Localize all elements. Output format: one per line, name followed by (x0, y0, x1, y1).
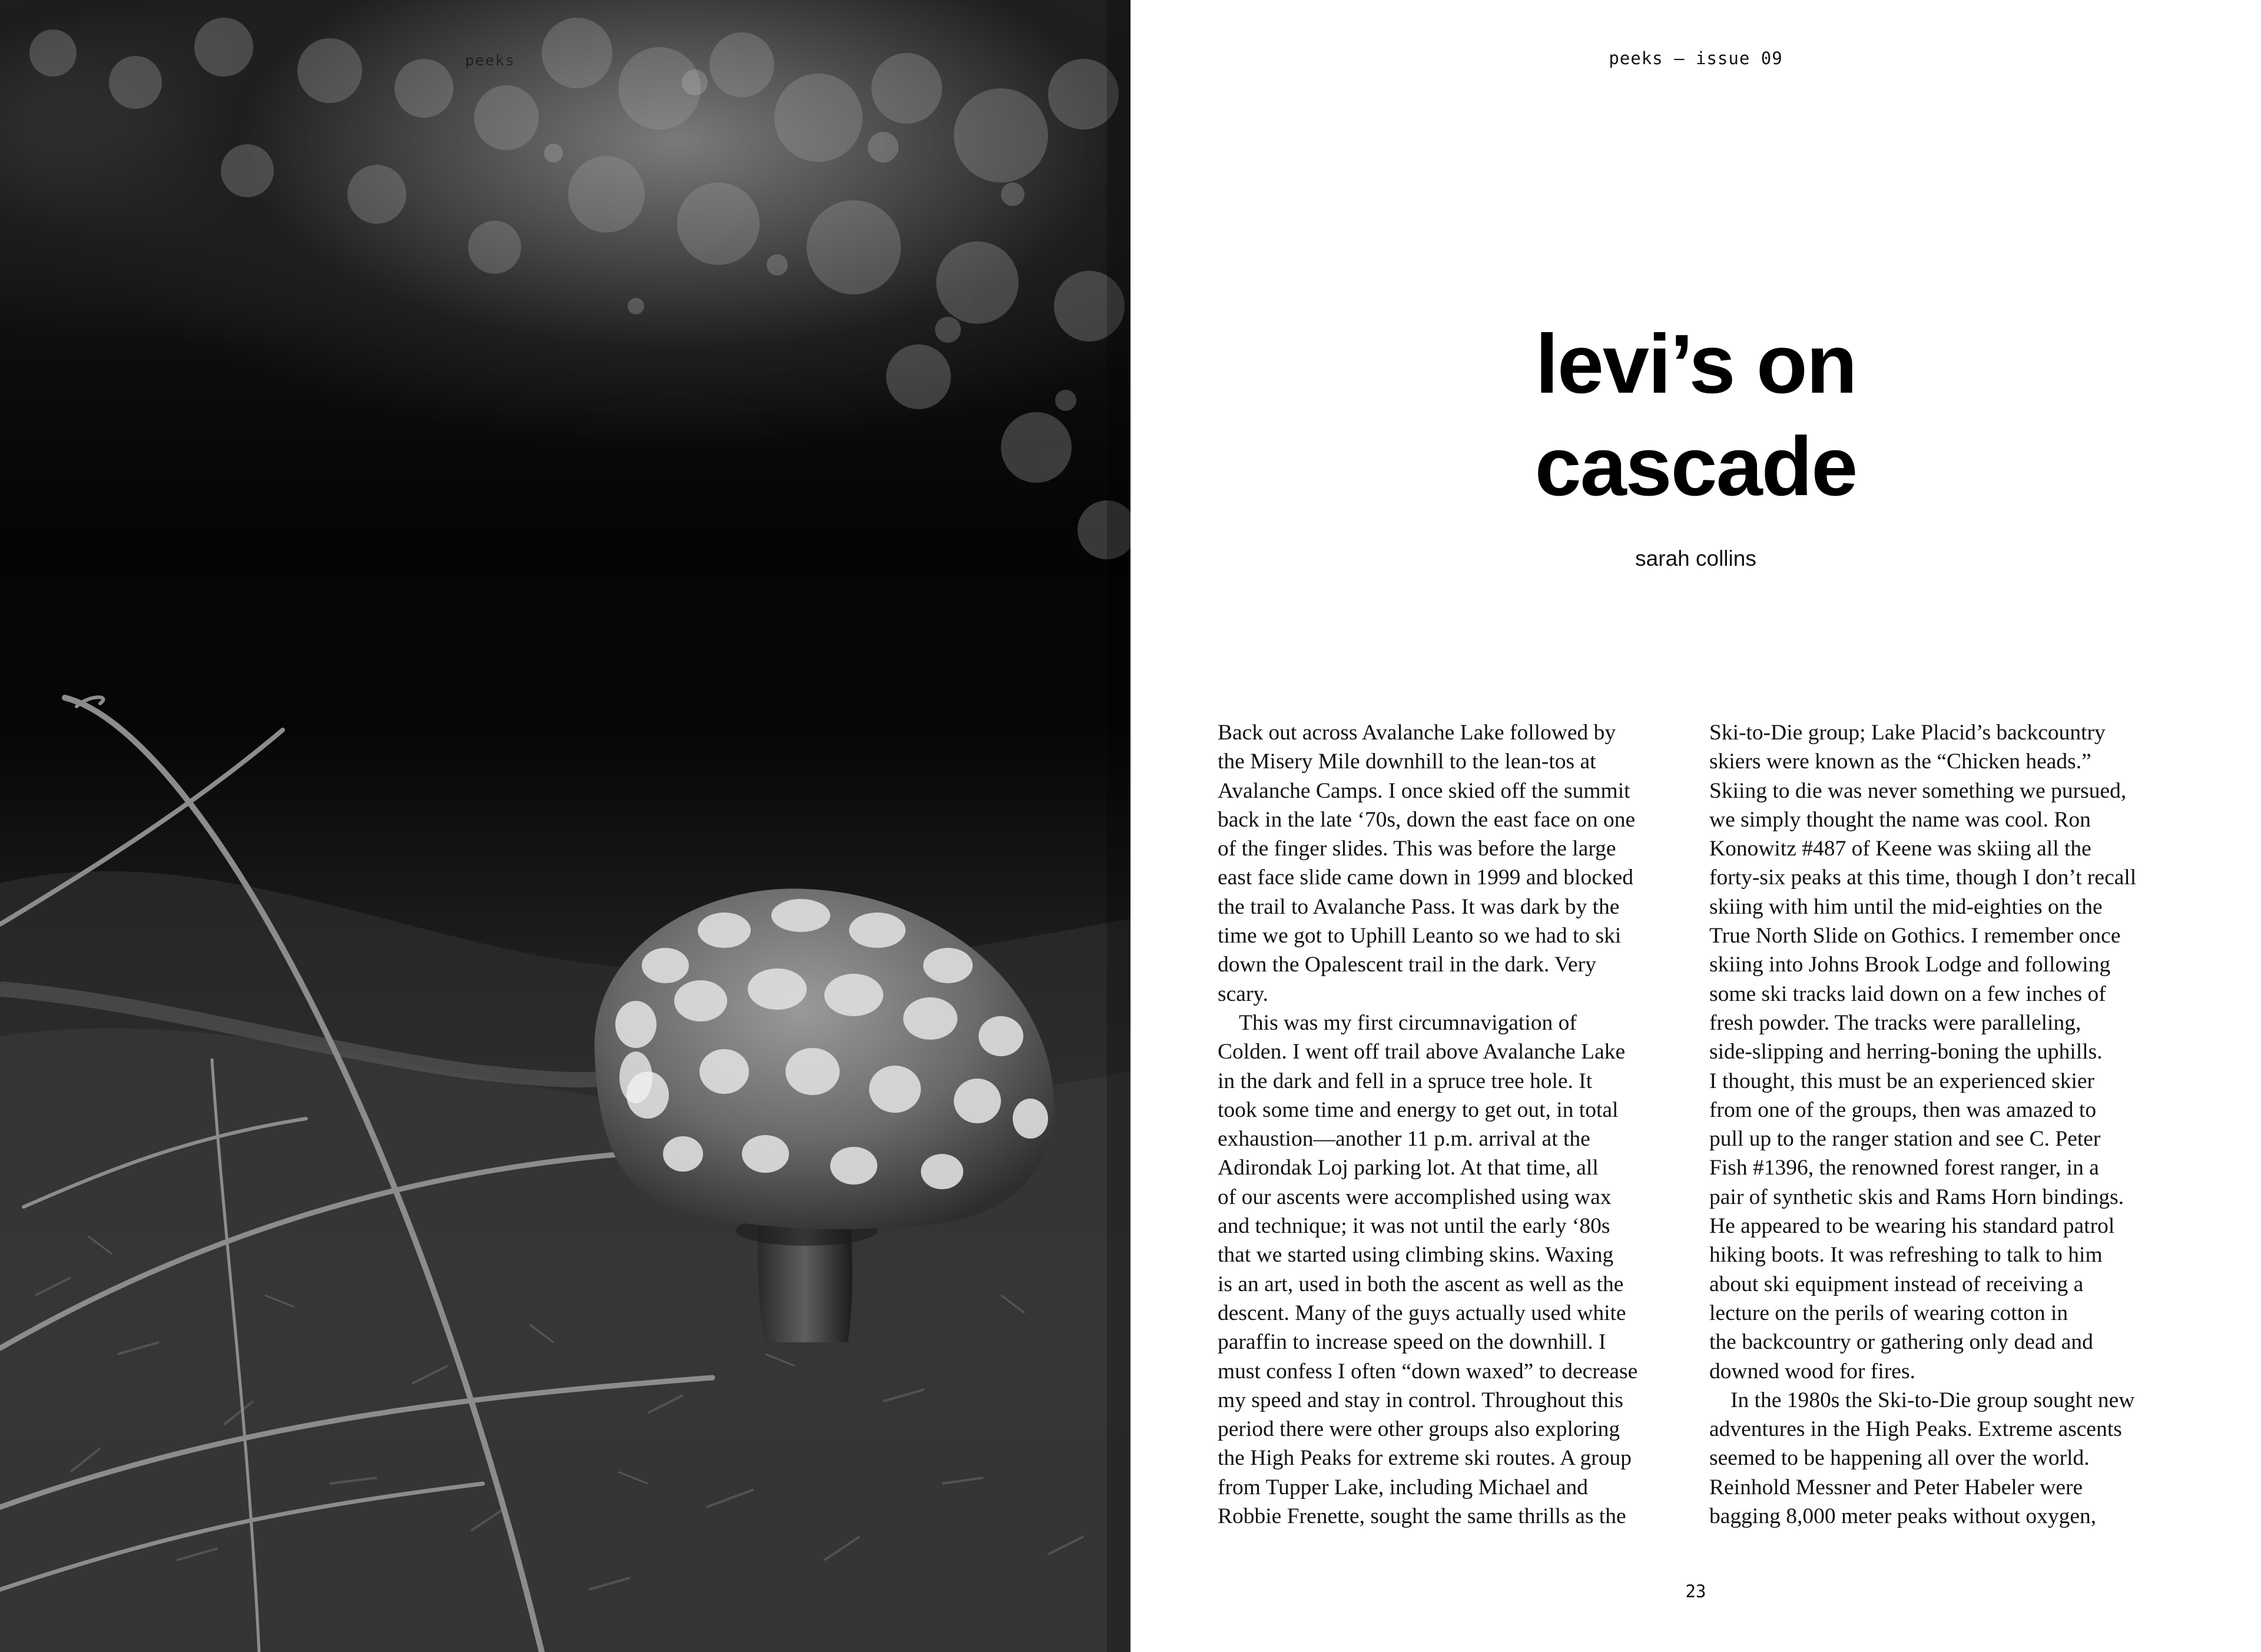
body-column-2 (1709, 718, 2192, 1531)
moss-canopy (29, 18, 1130, 559)
text-line: some ski tracks laid down on a few inches of (1709, 981, 2106, 1006)
text-line: back in the late ‘70s, down the east face on one (1218, 807, 1636, 832)
text-line: hiking boots. It was refreshing to talk to him (1709, 1243, 2103, 1268)
author-byline: sarah collins (1635, 546, 1756, 570)
text-line: of our ascents were accomplished using wax (1218, 1185, 1612, 1209)
ghost-folio: peeks (465, 52, 516, 69)
text-line: period there were other groups also exploring (1218, 1417, 1620, 1442)
text-line: took some time and energy to get out, in total (1218, 1097, 1619, 1122)
text-line: we simply thought the name was cool. Ron (1709, 807, 2091, 832)
text-line: Ski-to-Die group; Lake Placid’s backcountry (1709, 721, 2106, 745)
text-line: forty-six peaks at this time, though I don’t recall (1709, 865, 2137, 890)
text-line: lecture on the perils of wearing cotton in (1709, 1301, 2068, 1325)
text-line: exhaustion—another 11 p.m. arrival at the (1218, 1127, 1590, 1152)
running-head: peeks – issue 09 (1609, 48, 1783, 68)
text-line: from one of the groups, then was amazed to (1709, 1097, 2097, 1122)
text-line: is an art, used in both the ascent as well as the (1218, 1272, 1624, 1296)
text-line: my speed and stay in control. Throughout this (1218, 1388, 1623, 1412)
text-line: True North Slide on Gothics. I remember once (1709, 924, 2121, 948)
text-line: about ski equipment instead of receiving a (1709, 1272, 2084, 1296)
text-line: He appeared to be wearing his standard patrol (1709, 1214, 2115, 1239)
text-line: Konowitz #487 of Keene was skiing all the (1709, 837, 2091, 861)
text-line: adventures in the High Peaks. Extreme ascents (1709, 1417, 2122, 1442)
text-line: seemed to be happening all over the world. (1709, 1446, 2090, 1471)
title-line: cascade (1534, 420, 1857, 513)
text-line: Fish #1396, the renowned forest ranger, in a (1709, 1156, 2099, 1180)
text-line: scary. (1218, 981, 1269, 1006)
text-line: from Tupper Lake, including Michael and (1218, 1475, 1589, 1500)
text-line: Adirondak Loj parking lot. At that time, all (1218, 1156, 1599, 1180)
text-line: skiing into Johns Brook Lodge and following (1709, 953, 2111, 977)
photo-illustration (0, 0, 1130, 1652)
text-line: time we got to Uphill Leanto so we had to ski (1218, 924, 1622, 948)
text-line: the backcountry or gathering only dead and (1709, 1330, 2093, 1355)
text-line: paraffin to increase speed on the downhill. I (1218, 1330, 1606, 1355)
text-line: skiers were known as the “Chicken heads.” (1709, 749, 2091, 774)
text-line: downed wood for fires. (1709, 1359, 1915, 1384)
text-line: in the dark and fell in a spruce tree hole. It (1218, 1069, 1593, 1093)
text-line: Avalanche Camps. I once skied off the summit (1218, 778, 1630, 803)
title-line: levi’s on (1535, 317, 1856, 411)
text-line: fresh powder. The tracks were paralleling, (1709, 1010, 2081, 1035)
text-line: the Misery Mile downhill to the lean-tos at (1218, 749, 1596, 774)
text-line: Reinhold Messner and Peter Habeler were (1709, 1475, 2083, 1500)
text-line: Skiing to die was never something we pursued, (1709, 778, 2127, 803)
text-line: east face slide came down in 1999 and blocked (1218, 865, 1633, 890)
article-page (1130, 0, 2261, 1652)
text-line: Robbie Frenette, sought the same thrills as the (1218, 1504, 1626, 1529)
text-line: and technique; it was not until the early ‘80s (1218, 1214, 1610, 1239)
body-column-1 (1218, 718, 1700, 1531)
mushroom-photo (0, 0, 1130, 1652)
text-line: must confess I often “down waxed” to decrease (1218, 1359, 1638, 1384)
text-line: descent. Many of the guys actually used white (1218, 1301, 1626, 1325)
text-line: the High Peaks for extreme ski routes. A group (1218, 1446, 1632, 1471)
text-line: of the finger slides. This was before the large (1218, 837, 1616, 861)
text-line: down the Opalescent trail in the dark. Very (1218, 953, 1596, 977)
text-line: side-slipping and herring-boning the uphills. (1709, 1040, 2103, 1064)
text-line: the trail to Avalanche Pass. It was dark by the (1218, 894, 1620, 919)
text-line: bagging 8,000 meter peaks without oxygen, (1709, 1504, 2097, 1529)
article-title (1248, 313, 2143, 518)
page-number: 23 (1685, 1581, 1706, 1601)
text-line: I thought, this must be an experienced skier (1709, 1069, 2094, 1093)
text-line: This was my first circumnavigation of (1239, 1010, 1577, 1035)
text-line: that we started using climbing skins. Waxing (1218, 1243, 1614, 1268)
text-line: pull up to the ranger station and see C. Peter (1709, 1127, 2101, 1152)
text-line: Colden. I went off trail above Avalanche Lake (1218, 1040, 1626, 1064)
text-line: Back out across Avalanche Lake followed by (1218, 721, 1616, 745)
text-line: pair of synthetic skis and Rams Horn bindings. (1709, 1185, 2124, 1209)
text-line: In the 1980s the Ski-to-Die group sought new (1730, 1388, 2135, 1412)
text-line: skiing with him until the mid-eighties on the (1709, 894, 2103, 919)
